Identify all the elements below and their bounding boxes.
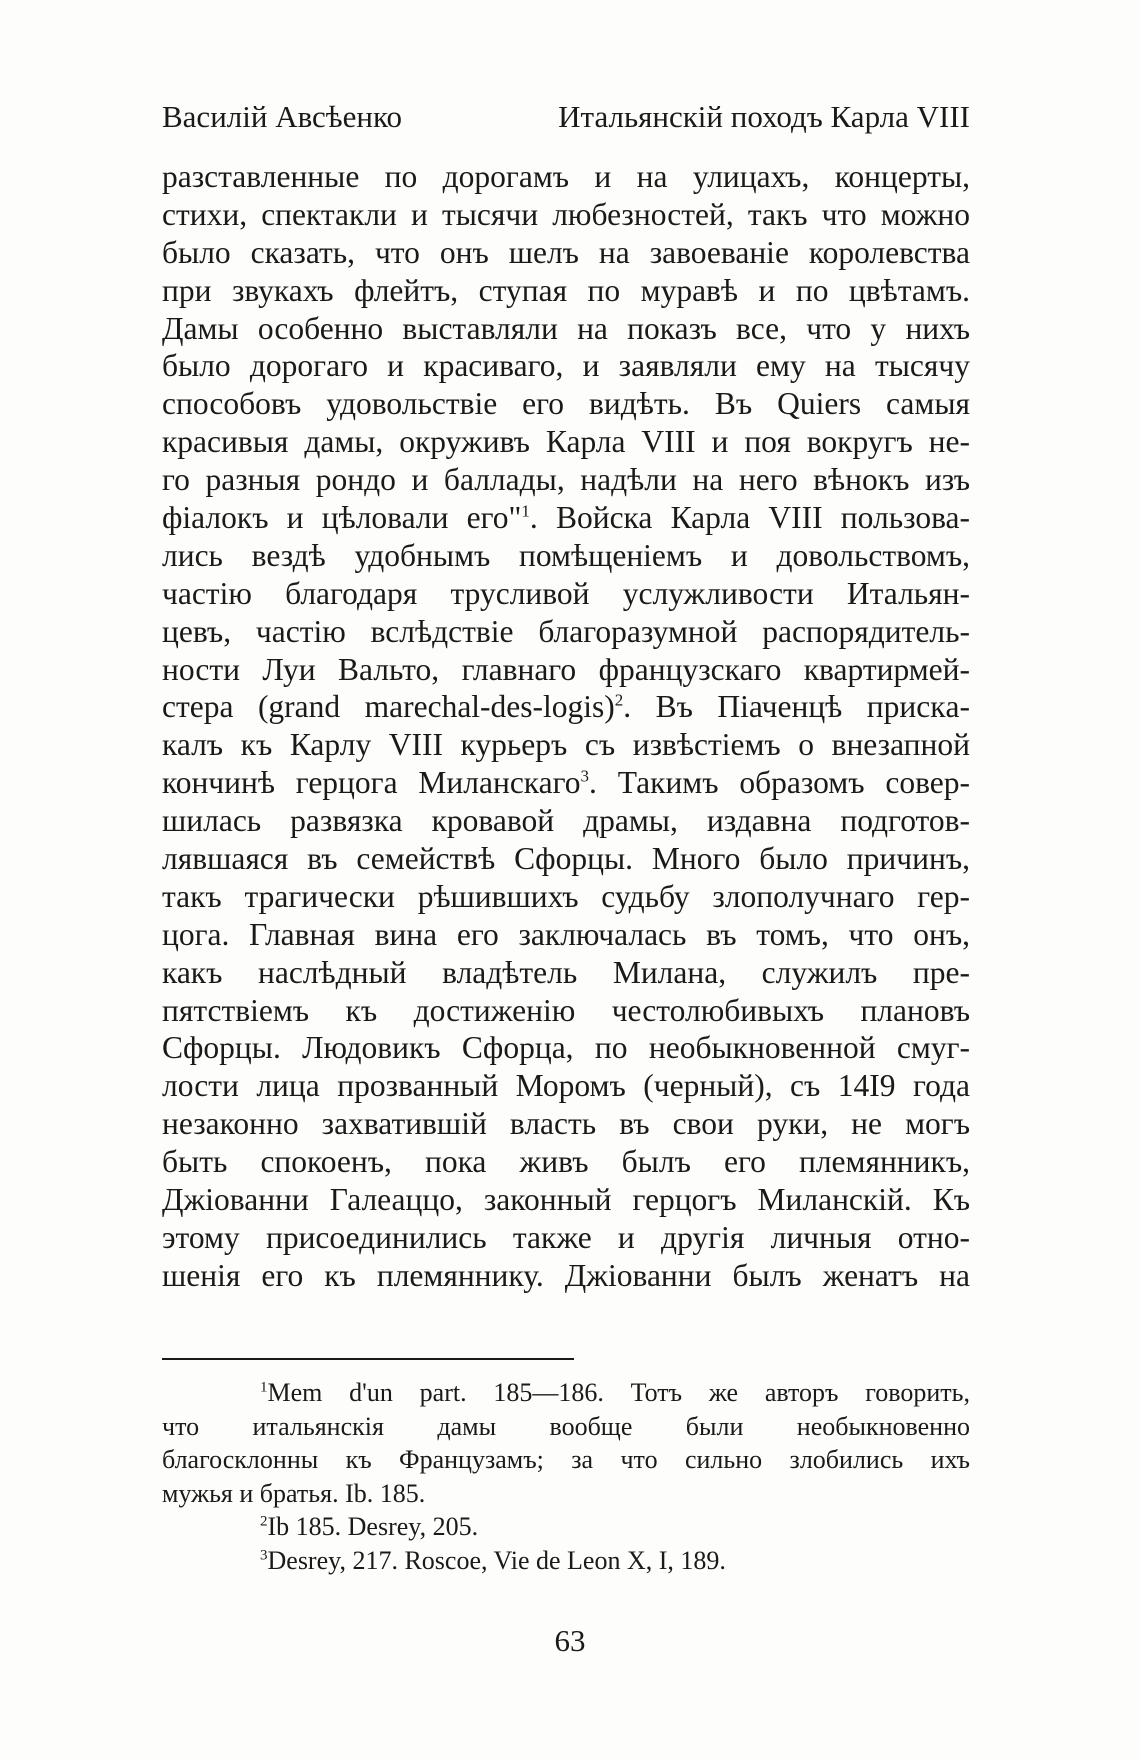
footnote-1-line: благосклонны къ Французамъ; за что сильно злобились ихъ — [162, 1445, 970, 1474]
footnote-ref-3[interactable]: 3 — [580, 766, 589, 786]
header-title: Итальянскій походъ Карла VIII — [558, 99, 970, 134]
text-line: шенія его къ племяннику. Джіованни былъ женатъ на — [162, 1257, 970, 1293]
footnote-mark-3: 3 — [260, 1546, 268, 1563]
text-line: разставленные по дорогамъ и на улицахъ, концерты, — [162, 159, 970, 194]
text-segment: . Войска Карла VIII пользова- — [529, 500, 971, 536]
text-line: лявшаяся въ семействѣ Сфорцы. Много было причинъ, — [162, 841, 970, 877]
footnote-1-line: что итальянскія дамы вообще были необыкновенно — [162, 1411, 970, 1441]
text-line: лости лица прозванный Моромъ (черный), съ 14I9 года — [162, 1068, 970, 1104]
text-line: шилась развязка кровавой драмы, издавна подготов- — [162, 803, 970, 839]
footnote-1-line — [162, 1376, 970, 1410]
text-line: лись вездѣ удобнымъ помѣщеніемъ и довольствомъ, — [162, 537, 970, 573]
page-content — [162, 96, 970, 1295]
body-text — [162, 158, 970, 1295]
text-line — [162, 499, 970, 537]
text-line: цевъ, частію вслѣдствіе благоразумной распорядитель- — [162, 613, 970, 649]
text-line: калъ къ Карлу VIII курьеръ съ извѣстіемъ о внезапной — [162, 727, 970, 763]
footnote-3 — [162, 1544, 970, 1578]
text-line: такъ трагически рѣшившихъ судьбу злополучнаго гер- — [162, 878, 970, 914]
text-line: какъ наслѣдный владѣтель Милана, служилъ пре- — [162, 954, 970, 990]
text-line: ности Луи Вальто, главнаго французскаго квартирмей- — [162, 651, 970, 687]
footnote-text: Ib 185. Desrey, 205. — [267, 1512, 479, 1541]
text-line: частію благодаря трусливой услужливости Итальян- — [162, 575, 970, 611]
header-author: Василій Авсѣенко — [162, 99, 402, 134]
text-segment: . Такимъ образомъ совер- — [589, 765, 970, 801]
footnote-1-line: мужья и братья. Ib. 185. — [162, 1478, 426, 1508]
text-line: было дорогаго и красиваго, и заявляли ему на тысячу — [162, 348, 970, 384]
text-segment: фіалокъ и цѣловали его" — [162, 500, 522, 536]
text-line: было сказать, что онъ шелъ на завоеваніе королевства — [162, 234, 970, 270]
text-segment: . Въ Піаченцѣ прискa- — [623, 689, 970, 725]
text-line: Дамы особенно выставляли на показъ все, что у нихъ — [162, 310, 970, 346]
text-line: Сфорцы. Людовикъ Сфорца, по необыкновенной смуг- — [162, 1030, 970, 1066]
text-line: незаконно захватившій власть въ свои руки, не могъ — [162, 1106, 970, 1142]
text-line: быть спокоенъ, пока живъ былъ его племянникъ, — [162, 1144, 970, 1180]
text-line: пятствіемъ къ достиженію честолюбивыхъ плановъ — [162, 992, 970, 1028]
footnote-ref-2[interactable]: 2 — [614, 690, 624, 710]
text-line: Джіованни Галеаццо, законный герцогъ Миланскій. Къ — [162, 1182, 970, 1218]
footnote-text: Desrey, 217. Roscoe, Vie de Leon X, I, 189. — [267, 1545, 726, 1575]
footnote-mark-2: 2 — [260, 1513, 268, 1530]
text-line: цога. Главная вина его заключалась въ томъ, что онъ, — [162, 916, 970, 952]
footnote-text: Mem d'un part. 185—186. Тотъ же авторъ говорить, — [267, 1378, 970, 1407]
page-number: 63 — [554, 1623, 586, 1658]
footnote-2 — [162, 1510, 970, 1544]
text-line — [162, 688, 970, 726]
text-line: го разныя рондо и баллады, надѣли на него вѣнокъ изъ — [162, 462, 970, 498]
text-line — [162, 764, 970, 802]
footnote-divider — [162, 1358, 574, 1360]
text-line: стихи, спектакли и тысячи любезностей, такъ что можно — [162, 196, 970, 232]
footnote-ref-1[interactable]: 1 — [521, 501, 530, 521]
text-segment: стера (grand marechal-des-logis) — [162, 689, 615, 725]
text-line: красивыя дамы, окруживъ Карла VIII и поя вокругъ не- — [162, 424, 970, 460]
text-line: способовъ удовольствіе его видѣть. Въ Quiers самыя — [162, 386, 970, 422]
text-line: этому присоединились также и другія личныя отно- — [162, 1219, 970, 1255]
footnote-mark-1: 1 — [260, 1379, 268, 1396]
running-head — [162, 96, 970, 138]
footnotes — [162, 1376, 970, 1577]
text-segment: кончинѣ герцога Миланскаго — [162, 765, 581, 801]
text-line: при звукахъ флейтъ, ступая по муравѣ и по цвѣтамъ. — [162, 272, 970, 308]
